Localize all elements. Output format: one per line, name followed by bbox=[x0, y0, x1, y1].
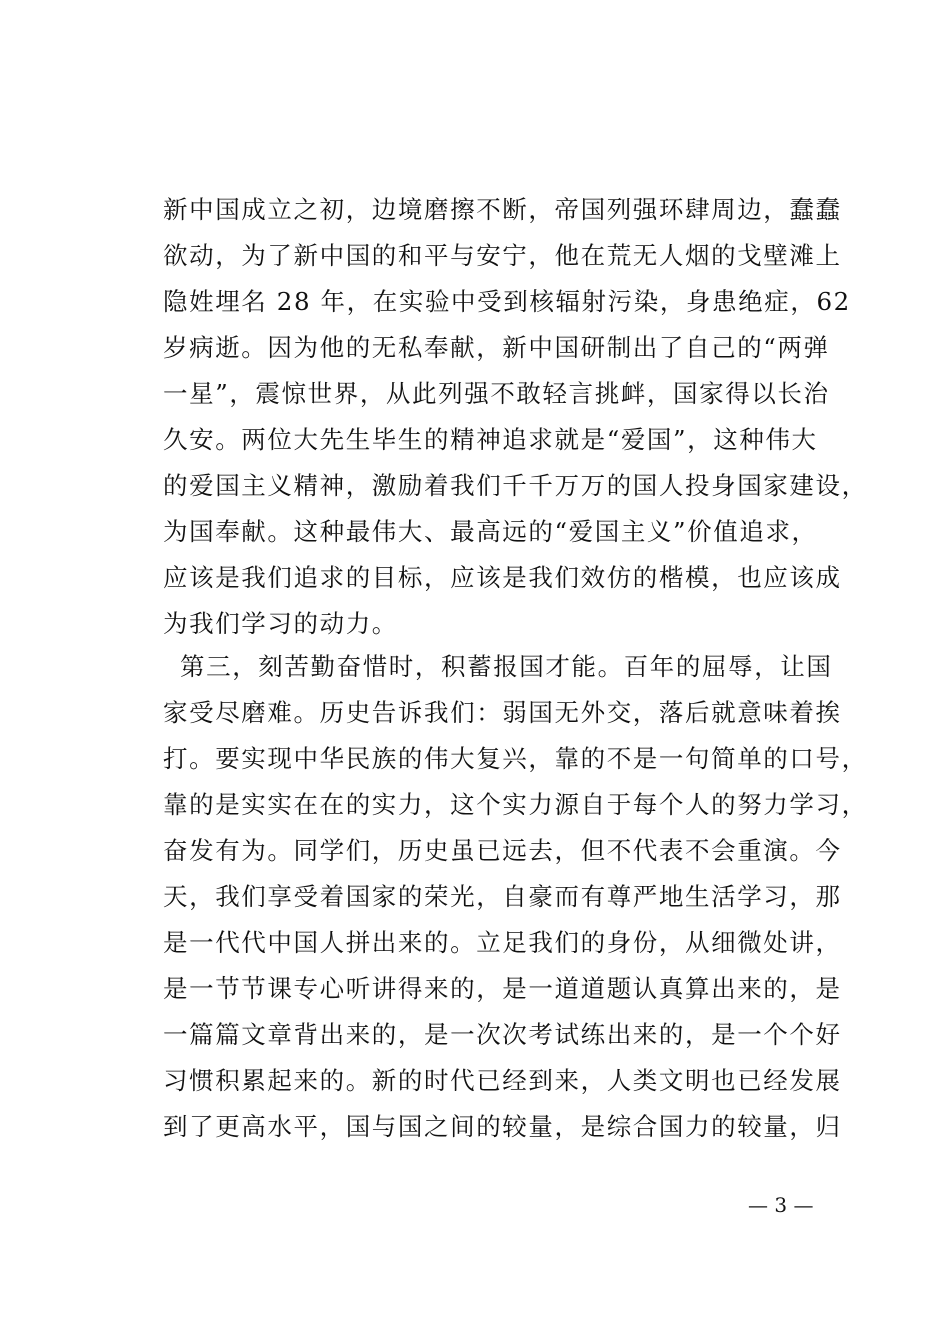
paragraph-line: 家受尽磨难。历史告诉我们：弱国无外交，落后就意味着挨 bbox=[163, 698, 842, 727]
paragraph-line: 岁病逝。因为他的无私奉献，新中国研制出了自己的“两弹 bbox=[163, 333, 830, 362]
paragraph-2 bbox=[163, 644, 868, 1150]
paragraph-1 bbox=[163, 187, 868, 647]
paragraph-line: 隐姓埋名 28 年，在实验中受到核辐射污染，身患绝症，62 bbox=[163, 287, 851, 316]
paragraph-line: 新中国成立之初，边境磨擦不断，帝国列强环肆周边，蠢蠢 bbox=[163, 195, 842, 224]
paragraph-line: 的爱国主义精神，激励着我们千千万万的国人投身国家建设， bbox=[163, 471, 868, 500]
paragraph-line: 是一代代中国人拼出来的。立足我们的身份，从细微处讲， bbox=[163, 928, 842, 957]
paragraph-line: 靠的是实实在在的实力，这个实力源自于每个人的努力学习， bbox=[163, 790, 868, 819]
paragraph-line: 是一节节课专心听讲得来的，是一道道题认真算出来的，是 bbox=[163, 974, 842, 1003]
paragraph-line: 应该是我们追求的目标，应该是我们效仿的楷模，也应该成 bbox=[163, 563, 842, 592]
paragraph-line: 习惯积累起来的。新的时代已经到来，人类文明也已经发展 bbox=[163, 1066, 842, 1095]
paragraph-line: 为国奉献。这种最伟大、最高远的“爱国主义”价值追求， bbox=[163, 517, 818, 546]
paragraph-line: 奋发有为。同学们，历史虽已远去，但不代表不会重演。今 bbox=[163, 836, 842, 865]
paragraph-line: 一星”，震惊世界，从此列强不敢轻言挑衅，国家得以长治 bbox=[163, 379, 830, 408]
page-number: — 3 — bbox=[748, 1193, 814, 1217]
paragraph-line: 欲动，为了新中国的和平与安宁，他在荒无人烟的戈壁滩上 bbox=[163, 241, 842, 270]
paragraph-line: 天，我们享受着国家的荣光，自豪而有尊严地生活学习，那 bbox=[163, 882, 842, 911]
paragraph-line: 到了更高水平，国与国之间的较量，是综合国力的较量，归 bbox=[163, 1112, 842, 1141]
paragraph-line: 为我们学习的动力。 bbox=[163, 609, 398, 638]
paragraph-line: 一篇篇文章背出来的，是一次次考试练出来的，是一个个好 bbox=[163, 1020, 842, 1049]
paragraph-line: 打。要实现中华民族的伟大复兴，靠的不是一句简单的口号， bbox=[163, 744, 868, 773]
paragraph-line: 久安。两位大先生毕生的精神追求就是“爱国”，这种伟大 bbox=[163, 425, 818, 454]
paragraph-line: 第三，刻苦勤奋惜时，积蓄报国才能。百年的屈辱，让国 bbox=[180, 652, 833, 681]
